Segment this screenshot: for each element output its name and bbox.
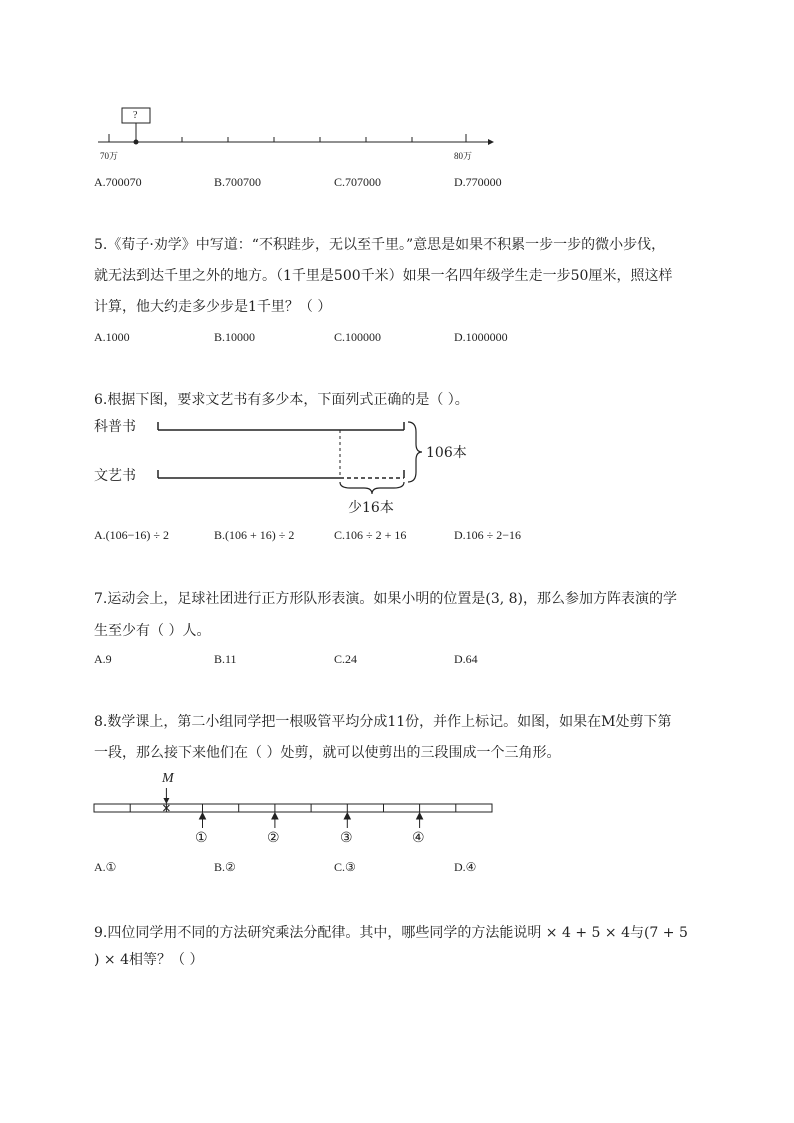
total-label: 106本 [426,445,467,461]
label-literature-books: 文艺书 [94,468,136,484]
arrow-up-icon-4 [417,813,423,828]
q9-line-1: 9.四位同学用不同的方法研究乘法分配律。其中，哪些同学的方法能说明 × 4 + 5 × 4与(7 + 5 [94,925,688,941]
q6-option-b[interactable]: B.(106 + 16) ÷ 2 [214,528,295,542]
q5-line-3: 计算，他大约走多少步是1千里？（ ） [94,299,332,315]
point-marker [134,140,139,145]
mark-1: ① [195,830,208,846]
q4-option-d[interactable]: D.770000 [454,175,502,189]
q8-option-d[interactable]: D.④ [454,860,477,874]
q6-line-1: 6.根据下图，要求文艺书有多少本，下面列式正确的是（ ）。 [94,392,469,408]
q5-option-c[interactable]: C.100000 [334,330,382,344]
q5-option-d[interactable]: D.1000000 [454,330,508,344]
q4-option-b[interactable]: B.700700 [214,175,262,189]
q5-line-1: 5.《荀子·劝学》中写道：“不积跬步，无以至千里。”意思是如果不积累一步一步的微小步伐， [94,237,666,253]
q6-option-a[interactable]: A.(106−16) ÷ 2 [94,528,170,542]
q7-option-b[interactable]: B.11 [214,652,237,666]
start-label: 70万 [100,151,119,161]
q4-option-c[interactable]: C.707000 [334,175,382,189]
difference-label: 少16本 [348,500,394,516]
q8-option-b[interactable]: B.② [214,860,236,874]
q8-option-a[interactable]: A.① [94,860,117,874]
mark-2: ② [267,830,280,846]
mark-4: ④ [412,830,425,846]
q8-option-c[interactable]: C.③ [334,860,356,874]
mark-3: ③ [340,830,353,846]
q8-line-2: 一段，那么接下来他们在（ ）处剪，就可以使剪出的三段围成一个三角形。 [94,745,561,761]
label-science-books: 科普书 [94,419,136,435]
q6-option-c[interactable]: C.106 ÷ 2 + 16 [334,528,407,542]
q4-option-a[interactable]: A.700070 [94,175,142,189]
question-box-label: ? [133,110,138,121]
q8-line-1: 8.数学课上，第二小组同学把一根吸管平均分成11份，并作上标记。如图，如果在M处剪下第 [94,714,672,730]
straw-figure [90,786,500,834]
axis-arrow-icon [488,139,494,145]
straw [94,804,492,812]
q7-option-a[interactable]: A.9 [94,652,112,666]
arrow-up-icon-1 [200,813,206,828]
q7-option-d[interactable]: D.64 [454,652,478,666]
q7-line-1: 7.运动会上，足球社团进行正方形队形表演。如果小明的位置是(3, 8)，那么参加方阵表演的学 [94,591,677,607]
q7-option-c[interactable]: C.24 [334,652,358,666]
q5-line-2: 就无法到达千里之外的地方。（1千里是500千米）如果一名四年级学生走一步50厘米，照这样 [94,268,673,284]
arrow-up-icon-3 [344,813,350,828]
q7-line-2: 生至少有（ ）人。 [94,623,211,639]
q9-line-2: ) × 4相等？（ ） [94,952,204,968]
arrow-up-icon-2 [272,813,278,828]
total-brace-icon [408,422,422,482]
number-line-figure [90,104,500,164]
segment-diagram [150,414,430,500]
q5-option-b[interactable]: B.10000 [214,330,256,344]
q5-option-a[interactable]: A.1000 [94,330,130,344]
difference-brace-icon [340,482,404,494]
end-label: 80万 [454,151,473,161]
m-label: M [162,771,174,786]
q6-option-d[interactable]: D.106 ÷ 2−16 [454,528,522,542]
